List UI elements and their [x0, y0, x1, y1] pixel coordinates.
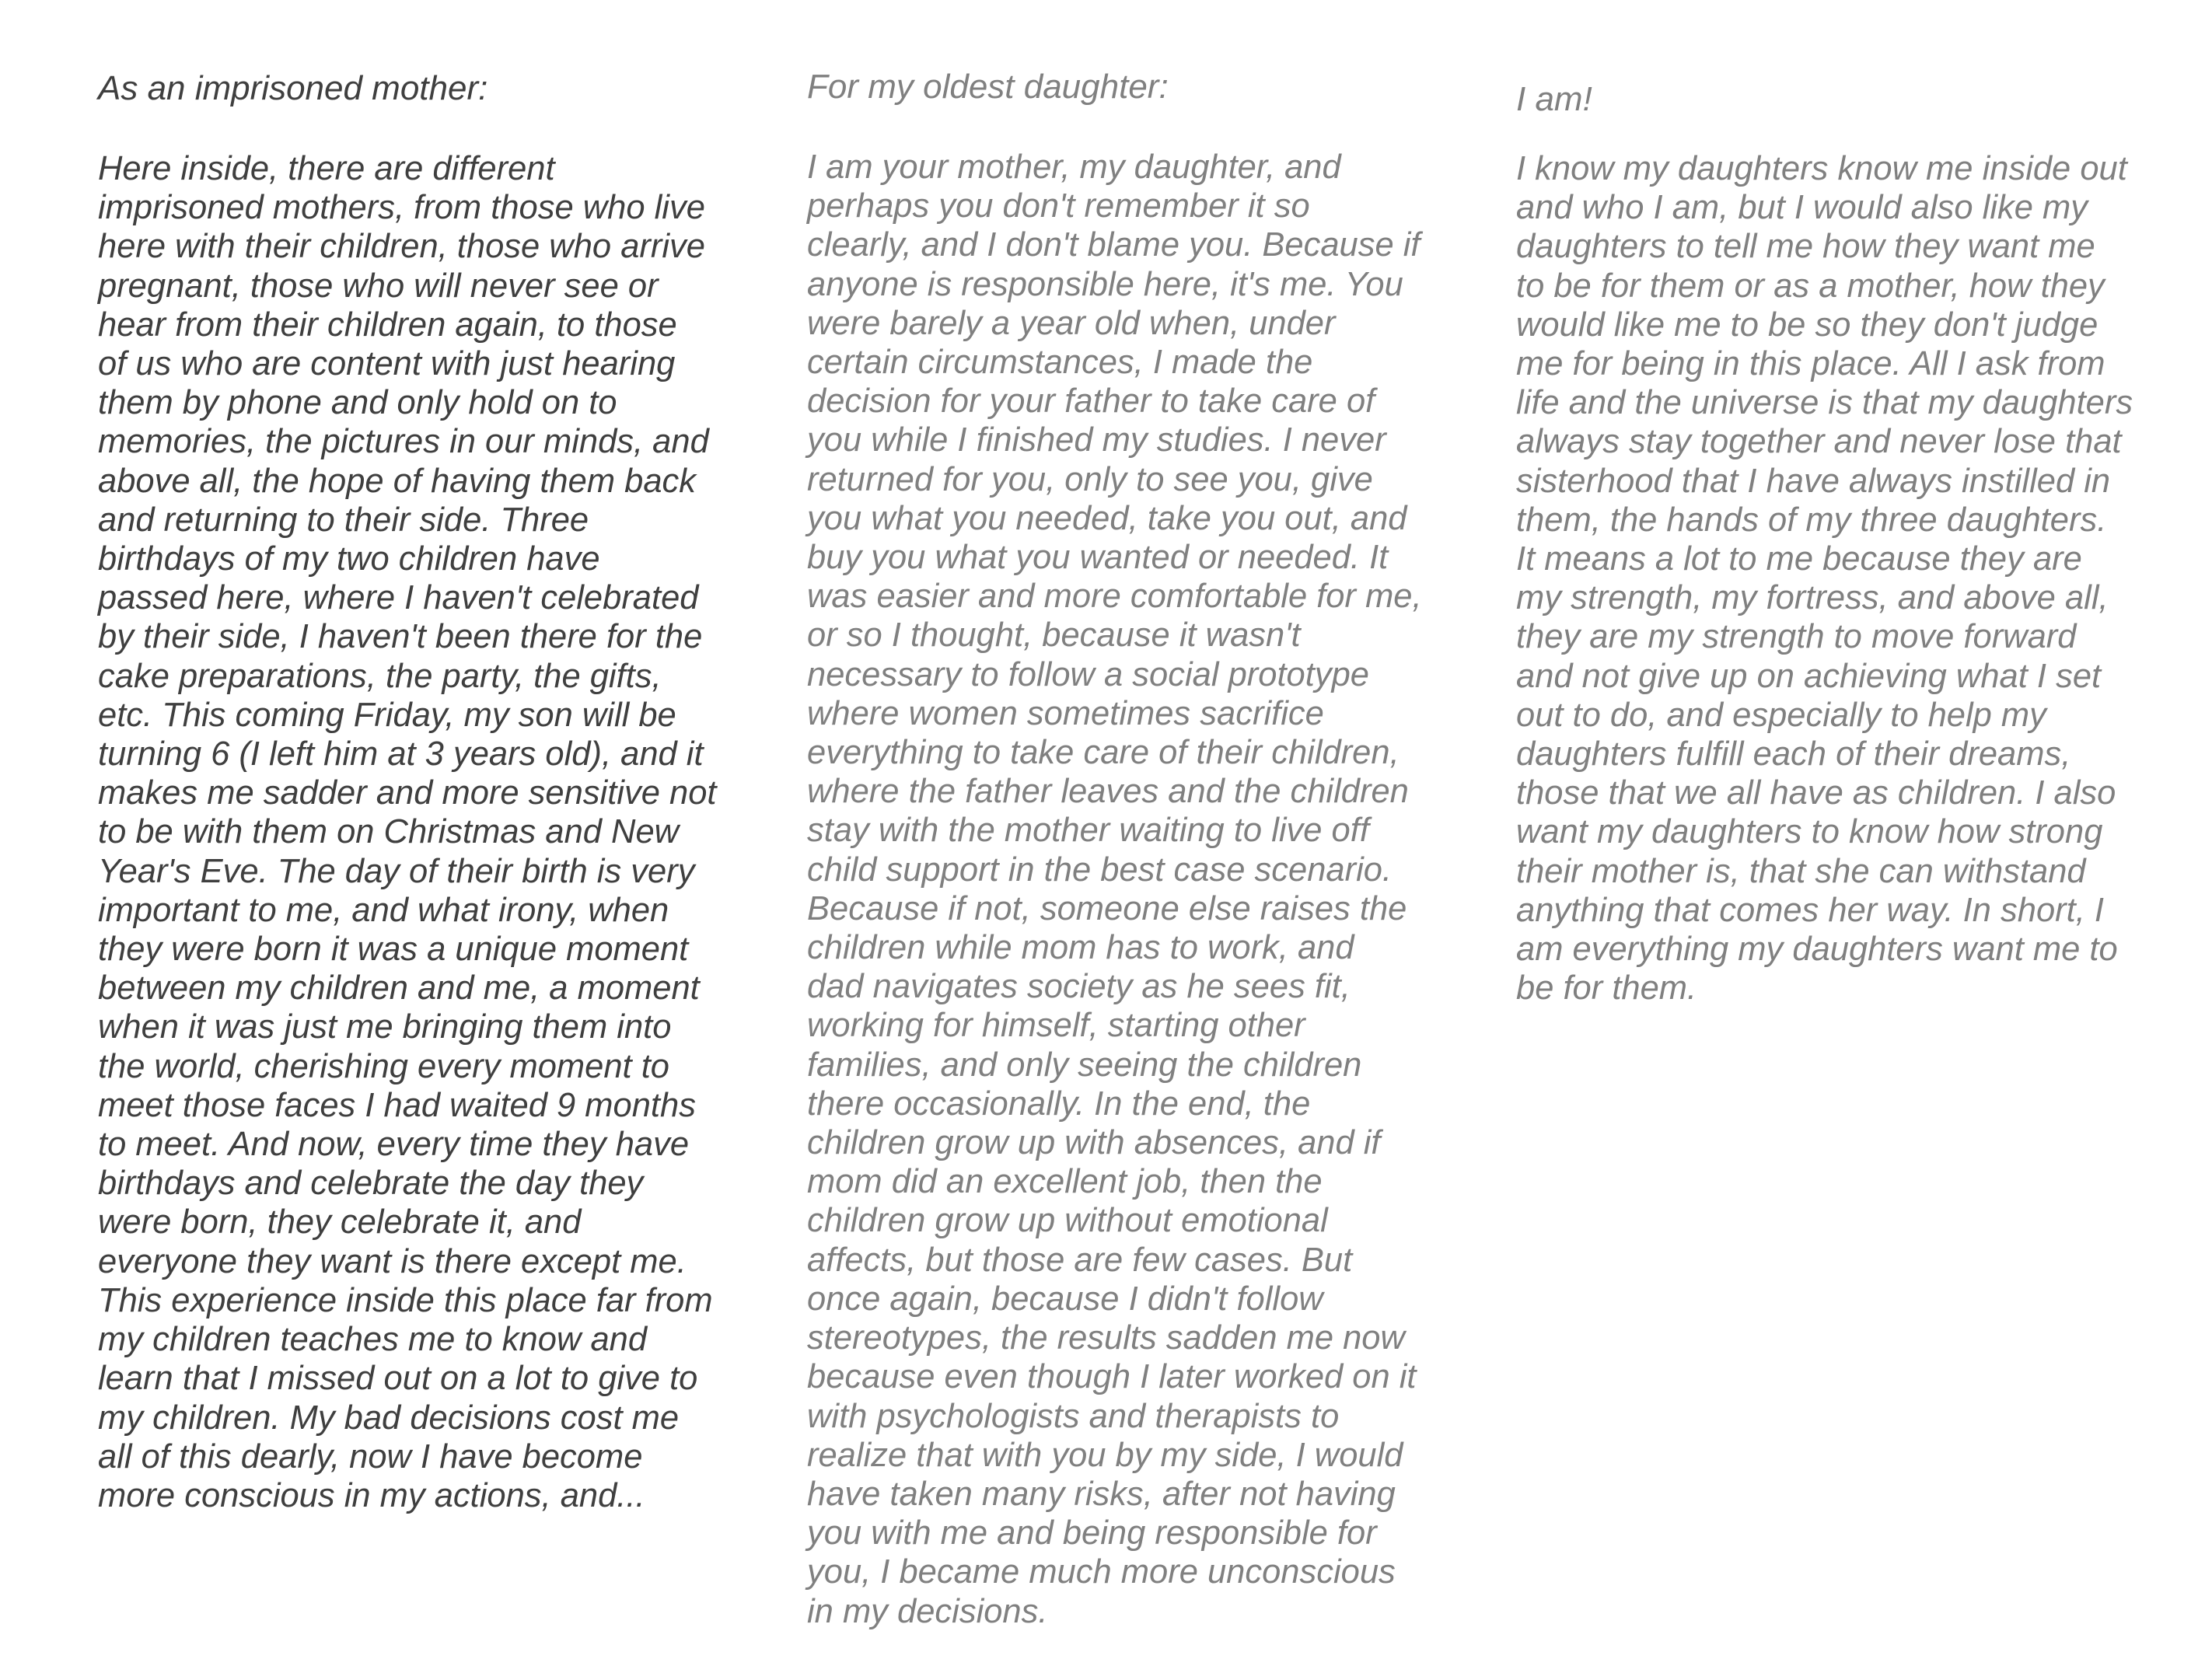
- letter-column-oldest-daughter: [807, 65, 1460, 1631]
- column-title: I am!: [1516, 80, 1592, 118]
- column-body-text: Here inside, there are different imprisoned mothers, from those who live here with their children, those who arrive pregnant, those who will never see or hear from their children again, to those of us who are content with just hearing them by phone and only hold on to memories, the pictures in our minds, and above all, the hope of having them back and returning to their side. Three birthdays of my two children have passed here, where I haven't celebrated by their side, I haven't been there for the cake preparations, the party, the gifts, etc. This coming Friday, my son will be turning 6 (I left him at 3 years old), and it makes me sadder and more sensitive not to be with them on Christmas and New Year's Eve. The day of their birth is very important to me, and what irony, when they were born it was a unique moment between my children and me, a moment when it was just me bringing them into the world, cherishing every moment to meet those faces I had waited 9 months to meet. And now, every time they have birthdays and celebrate the day they were born, they celebrate it, and everyone they want is there except me. This experience inside this place far from my children teaches me to know and learn that I missed out on a lot to give to my children. My bad decisions cost me all of this dearly, now I have become more conscious in my actions, and...: [98, 150, 717, 1514]
- column-title: For my oldest daughter:: [807, 68, 1169, 106]
- letter-column-i-am: [1516, 78, 2169, 1008]
- column-title: As an imprisoned mother:: [98, 69, 488, 107]
- column-body-text: I know my daughters know me inside out and who I am, but I would also like my daughters to tell me how they want me to be for them or as a mother, how they would like me to be so they don't judge me for being in this place. All I ask from life and the universe is that my daughters always stay together and never lose that sisterhood that I have always instilled in them, the hands of my three daughters. It means a lot to me because they are my strength, my fortress, and above all, they are my strength to move forward and not give up on achieving what I set out to do, and especially to help my daughters fulfill each of their dreams, those that we all have as children. I also want my daughters to know how strong their mother is, that she can withstand anything that comes her way. In short, I am everything my daughters want me to be for them.: [1516, 150, 2133, 1008]
- letter-column-imprisoned-mother: [98, 67, 751, 1515]
- column-body-text: I am your mother, my daughter, and perhaps you don't remember it so clearly, and I don't blame you. Because if anyone is responsible here, it's me. You were barely a year old when, under certain circumstances, I made the decision for your father to take care of you while I finished my studies. I never returned for you, only to see you, give you what you needed, take you out, and buy you what you wanted or needed. It was easier and more comfortable for me, or so I thought, because it wasn't necessary to follow a social prototype where women sometimes sacrifice everything to take care of their children, where the father leaves and the children stay with the mother waiting to live off child support in the best case scenario. Because if not, someone else raises the children while mom has to work, and dad navigates society as he sees fit, working for himself, starting other families, and only seeing the children there occasionally. In the end, the children grow up with absences, and if mom did an excellent job, then the children grow up without emotional affects, but those are few cases. But once again, because I didn't follow stereotypes, the results sadden me now because even though I later worked on it with psychologists and therapists to realize that with you by my side, I would have taken many risks, after not having you with me and being responsible for you, I became much more unconscious in my decisions.: [807, 148, 1422, 1630]
